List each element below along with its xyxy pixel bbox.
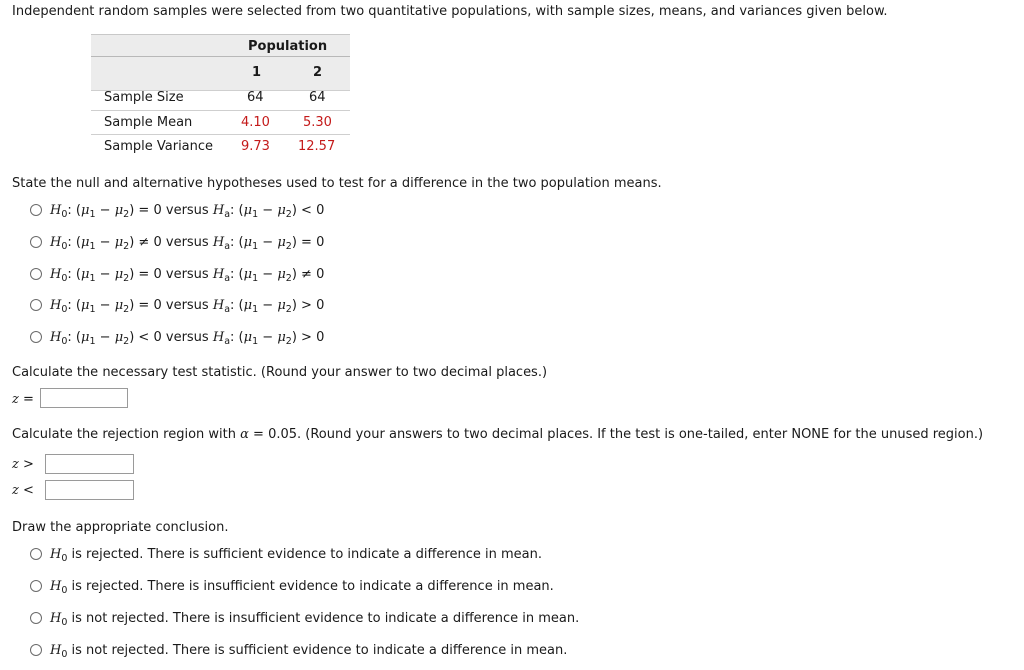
h0-operator: = — [138, 202, 150, 218]
test-statistic-prompt: Calculate the necessary test statistic. (Round your answer to two decimal places.) — [12, 365, 548, 380]
radio-button[interactable] — [30, 236, 42, 248]
sample-size-2: 64 — [309, 90, 326, 105]
ha-operator: < — [301, 202, 312, 218]
ha-operator: > — [301, 297, 312, 313]
table-row-rule — [91, 110, 350, 111]
hypothesis-text: $H_0$: $(\mu_1 - \mu_2) \ne 0$ versus $H_a$: $(\mu_1 - \mu_2) = 0$ — [50, 234, 325, 252]
radio-button[interactable] — [30, 204, 42, 216]
conclusion-option-1[interactable] — [30, 544, 542, 564]
sample-mean-1: 4.10 — [241, 115, 270, 130]
sample-variance-2: 12.57 — [298, 139, 336, 154]
hypothesis-option-2[interactable] — [30, 232, 324, 252]
sample-mean-2: 5.30 — [303, 115, 332, 130]
row-label-sample-variance: Sample Variance — [104, 139, 214, 154]
conclusion-text: $H_0$ is rejected. There is insufficient evidence to indicate a difference in mean. — [50, 578, 554, 596]
hypothesis-option-5[interactable] — [30, 327, 324, 347]
conclusion-text: $H_0$ is not rejected. There is sufficient evidence to indicate a difference in mean. — [50, 642, 568, 660]
conclusion-option-3[interactable] — [30, 608, 579, 628]
h0-operator: ≠ — [138, 234, 150, 250]
intro-text: Independent random samples were selected from two quantitative populations, with sample sizes, means, and variances given below. — [12, 4, 888, 19]
h0-operator: = — [138, 266, 150, 282]
population-col-1: 1 — [252, 65, 262, 80]
alpha-symbol: α — [240, 427, 249, 442]
hypothesis-option-3[interactable] — [30, 264, 324, 284]
conclusion-prompt: Draw the appropriate conclusion. — [12, 520, 229, 535]
z-statistic-label: z = — [12, 392, 34, 407]
rejection-region-prompt: Calculate the rejection region with α = 0.05. (Round your answers to two decimal places. If the test is one-tailed, enter NONE for the unused region.) — [12, 427, 984, 442]
hypothesis-text: $H_0$: $(\mu_1 - \mu_2) = 0$ versus $H_a$: $(\mu_1 - \mu_2) \ne 0$ — [50, 266, 325, 284]
conclusion-option-2[interactable] — [30, 576, 554, 596]
population-col-2: 2 — [313, 65, 323, 80]
table-row-rule — [91, 134, 350, 135]
conclusion-text: $H_0$ is not rejected. There is insufficient evidence to indicate a difference in mean. — [50, 610, 580, 628]
radio-button[interactable] — [30, 612, 42, 624]
population-table — [91, 34, 350, 160]
radio-button[interactable] — [30, 299, 42, 311]
z-greater-label: z > — [12, 457, 34, 472]
hypothesis-text: $H_0$: $(\mu_1 - \mu_2) = 0$ versus $H_a$: $(\mu_1 - \mu_2) < 0$ — [50, 202, 325, 220]
table-header-rule — [91, 56, 350, 57]
sample-variance-1: 9.73 — [241, 139, 270, 154]
z-less-label: z < — [12, 483, 34, 498]
ha-operator: > — [301, 329, 312, 345]
radio-button[interactable] — [30, 548, 42, 560]
hypothesis-text: $H_0$: $(\mu_1 - \mu_2) = 0$ versus $H_a$: $(\mu_1 - \mu_2) > 0$ — [50, 297, 325, 315]
hypothesis-text: $H_0$: $(\mu_1 - \mu_2) < 0$ versus $H_a$: $(\mu_1 - \mu_2) > 0$ — [50, 329, 325, 347]
population-header: Population — [248, 39, 328, 54]
radio-button[interactable] — [30, 580, 42, 592]
row-label-sample-size: Sample Size — [104, 90, 184, 105]
conclusion-text: $H_0$ is rejected. There is sufficient evidence to indicate a difference in mean. — [50, 546, 542, 564]
z-statistic-input[interactable] — [40, 388, 128, 408]
conclusion-option-4[interactable] — [30, 640, 567, 660]
h0-operator: = — [138, 297, 150, 313]
z-greater-input[interactable] — [45, 454, 134, 474]
ha-operator: = — [301, 234, 312, 250]
radio-button[interactable] — [30, 644, 42, 656]
radio-button[interactable] — [30, 331, 42, 343]
h0-operator: < — [138, 329, 150, 345]
sample-size-1: 64 — [247, 90, 264, 105]
hypothesis-option-4[interactable] — [30, 295, 324, 315]
z-less-input[interactable] — [45, 480, 134, 500]
ha-operator: ≠ — [301, 266, 312, 282]
hypotheses-prompt: State the null and alternative hypotheses used to test for a difference in the two population means. — [12, 176, 662, 191]
radio-button[interactable] — [30, 268, 42, 280]
row-label-sample-mean: Sample Mean — [104, 115, 193, 130]
hypothesis-option-1[interactable] — [30, 200, 324, 220]
